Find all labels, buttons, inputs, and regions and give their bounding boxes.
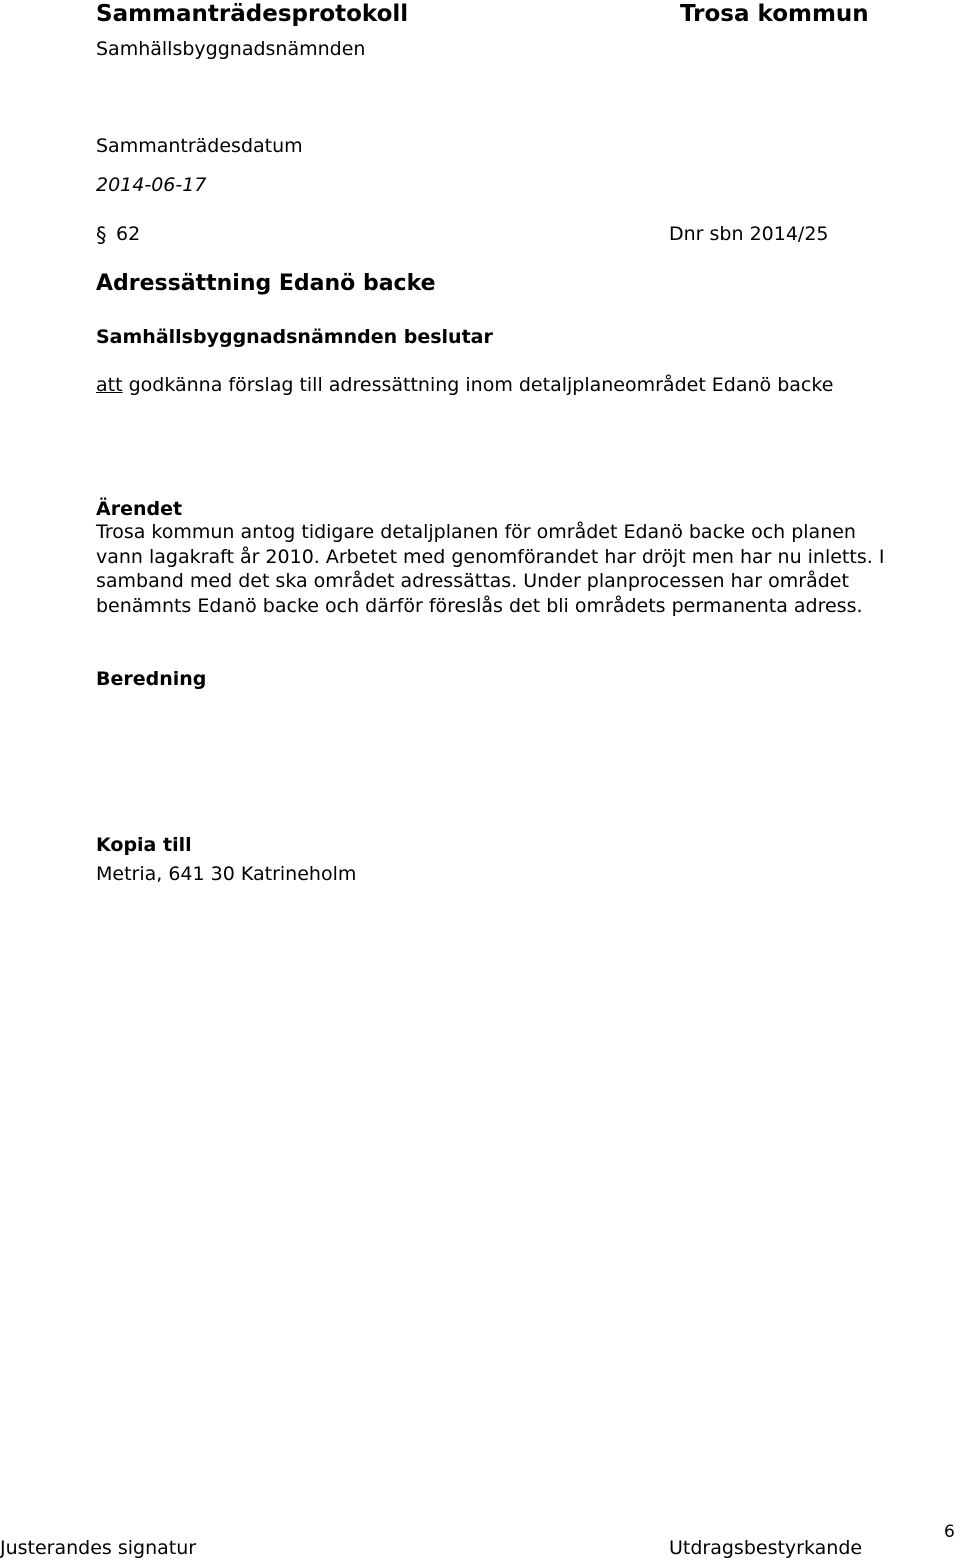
copy-to-recipient: Metria, 641 30 Katrineholm — [96, 863, 357, 885]
decision-att-keyword: att — [96, 374, 123, 396]
arendet-body — [96, 520, 926, 618]
arendet-line: samband med det ska området adressättas. Under planprocessen har området — [96, 570, 849, 592]
paragraph-sign: § — [96, 223, 107, 247]
case-reference-number: Dnr sbn 2014/25 — [669, 223, 829, 245]
arendet-heading: Ärendet — [96, 498, 183, 520]
meeting-date: 2014-06-17 — [96, 174, 207, 196]
page-number: 6 — [944, 1522, 955, 1542]
decision-heading: Samhällsbyggnadsnämnden beslutar — [96, 326, 493, 348]
signature-label: Justerandes signatur — [0, 1537, 197, 1559]
case-title: Adressättning Edanö backe — [96, 271, 436, 296]
meeting-date-label: Sammanträdesdatum — [96, 135, 303, 157]
beredning-heading: Beredning — [96, 668, 207, 690]
paragraph-number: 62 — [116, 223, 141, 245]
committee-name: Samhällsbyggnadsnämnden — [96, 38, 366, 60]
organization-name: Trosa kommun — [680, 1, 869, 27]
arendet-line: benämnts Edanö backe och därför föreslås det bli områdets permanenta adress. — [96, 594, 863, 617]
document-type-title: Sammanträdesprotokoll — [96, 1, 409, 27]
arendet-line: Trosa kommun antog tidigare detaljplanen för området Edanö backe och planen — [96, 521, 856, 543]
extract-certification-label: Utdragsbestyrkande — [669, 1537, 863, 1559]
arendet-line: vann lagakraft år 2010. Arbetet med genomförandet har dröjt men har nu inletts. I — [96, 545, 885, 568]
decision-text — [96, 373, 833, 397]
decision-body: godkänna förslag till adressättning inom detaljplaneområdet Edanö backe — [122, 374, 834, 396]
copy-to-heading: Kopia till — [96, 834, 192, 856]
